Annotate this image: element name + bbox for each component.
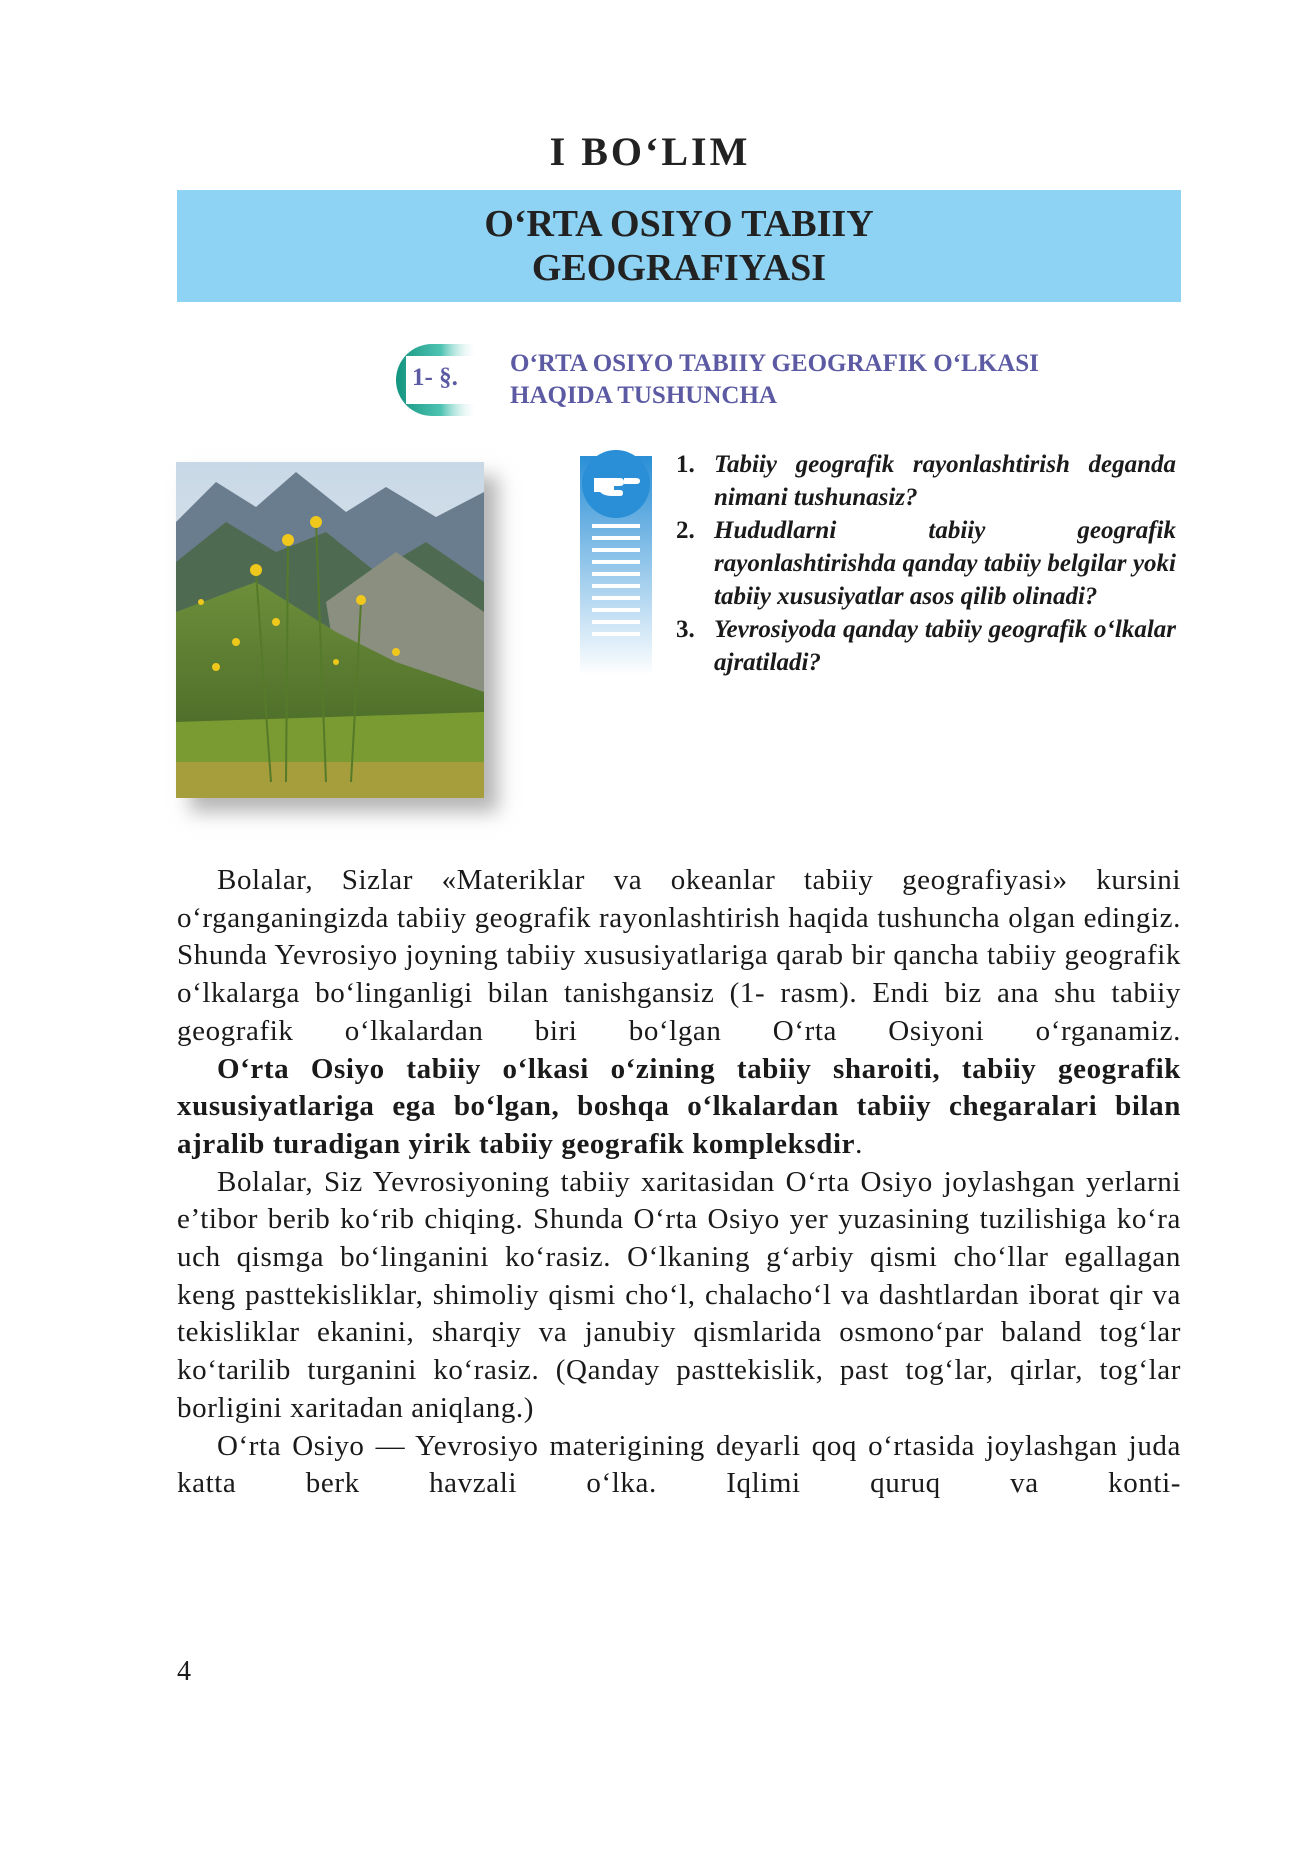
paragraph-map-study: Bolalar, Siz Yevrosiyoning tabiiy xaritasidan O‘rta Osiyo joylashgan yerlarni e’tibor berib ko‘rib chiqing. Shunda O‘rta Osiyo yer yuzasining tuzilishiga ko‘ra uch qismga bo‘linganini ko‘rasiz. O‘lkaning g‘arbiy qismi cho‘llar egallagan keng pasttekisliklar, shimoliy qismi cho‘l, chalacho‘l va dashtlardan iborat qir va tekisliklar ekanini, sharqiy va janubiy qismlarida osmono‘par baland tog‘lar ko‘tarilib turganini ko‘rasiz. (Qanday pasttekislik, past tog‘lar, qirlar, tog‘lar borligini xaritadan aniqlang.) [177,1165,1181,1424]
question-number: 2. [676,517,695,544]
paragraph-definition [177,1051,1181,1164]
mountain-meadow-photo [176,462,528,842]
section-title-line1: O‘RTA OSIYO TABIIY GEOGRAFIK O‘LKASI [510,350,1039,377]
question-item [676,448,1176,514]
question-number: 1. [676,451,695,478]
paragraph-intro: Bolalar, Sizlar «Materiklar va okeanlar tabiiy geografiyasi» kursini o‘rganganingizda tabiiy geografik rayonlashtirish haqida tushuncha olgan edingiz. Shunda Yevrosiyo joyning tabiiy xususiyatlariga qarab bir qancha tabiiy geografik o‘lkalarga bo‘linganligi bilan tanishgansiz (1- rasm). Endi biz ana shu tabiiy geografik o‘lkalardan biri bo‘lgan O‘rta Osiyoni o‘rganamiz. [177,864,1181,1047]
chapter-banner [177,190,1181,302]
section-number: 1- §. [412,364,458,391]
definition-end: . [855,1127,863,1160]
pointing-hand-icon [578,448,654,676]
paragraph-location: O‘rta Osiyo — Yevrosiyo materigining deyarli qoq o‘rtasida joylashgan juda katta berk havzali o‘lka. Iqlimi quruq va konti- [177,1429,1181,1500]
mountain-landscape-image [176,462,484,798]
question-item [676,514,1176,613]
definition-bold-text: O‘rta Osiyo tabiiy o‘lkasi o‘zining tabiiy sharoiti, tabiiy geografik xususiyatlariga ega bo‘lgan, boshqa o‘lkalardan tabiiy chegaralari bilan ajralib turadigan yirik tabiiy geografik kompleksdir [177,1052,1181,1160]
question-item [676,613,1176,679]
question-text: Yevrosiyoda qanday tabiiy geografik o‘lkalar ajratiladi? [714,616,1176,676]
body-text [177,862,1181,1503]
question-list [676,448,1176,679]
section-title [510,348,1039,412]
section-title-line2: HAQIDA TUSHUNCHA [510,382,777,409]
banner-title-line2: GEOGRAFIYASI [531,247,827,289]
question-text: Tabiiy geografik rayonlashtirish deganda nimani tushunasiz? [714,451,1176,511]
banner-title-line1: O‘RTA OSIYO TABIIY [484,203,874,245]
question-number: 3. [676,616,695,643]
question-text: Hududlarni tabiiy geografik rayonlashtirishda qanday tabiiy belgilar yoki tabiiy xususiyatlar asos qilib olinadi? [714,517,1176,610]
page-number: 4 [177,1656,191,1687]
part-title: I BO‘LIM [549,129,751,174]
